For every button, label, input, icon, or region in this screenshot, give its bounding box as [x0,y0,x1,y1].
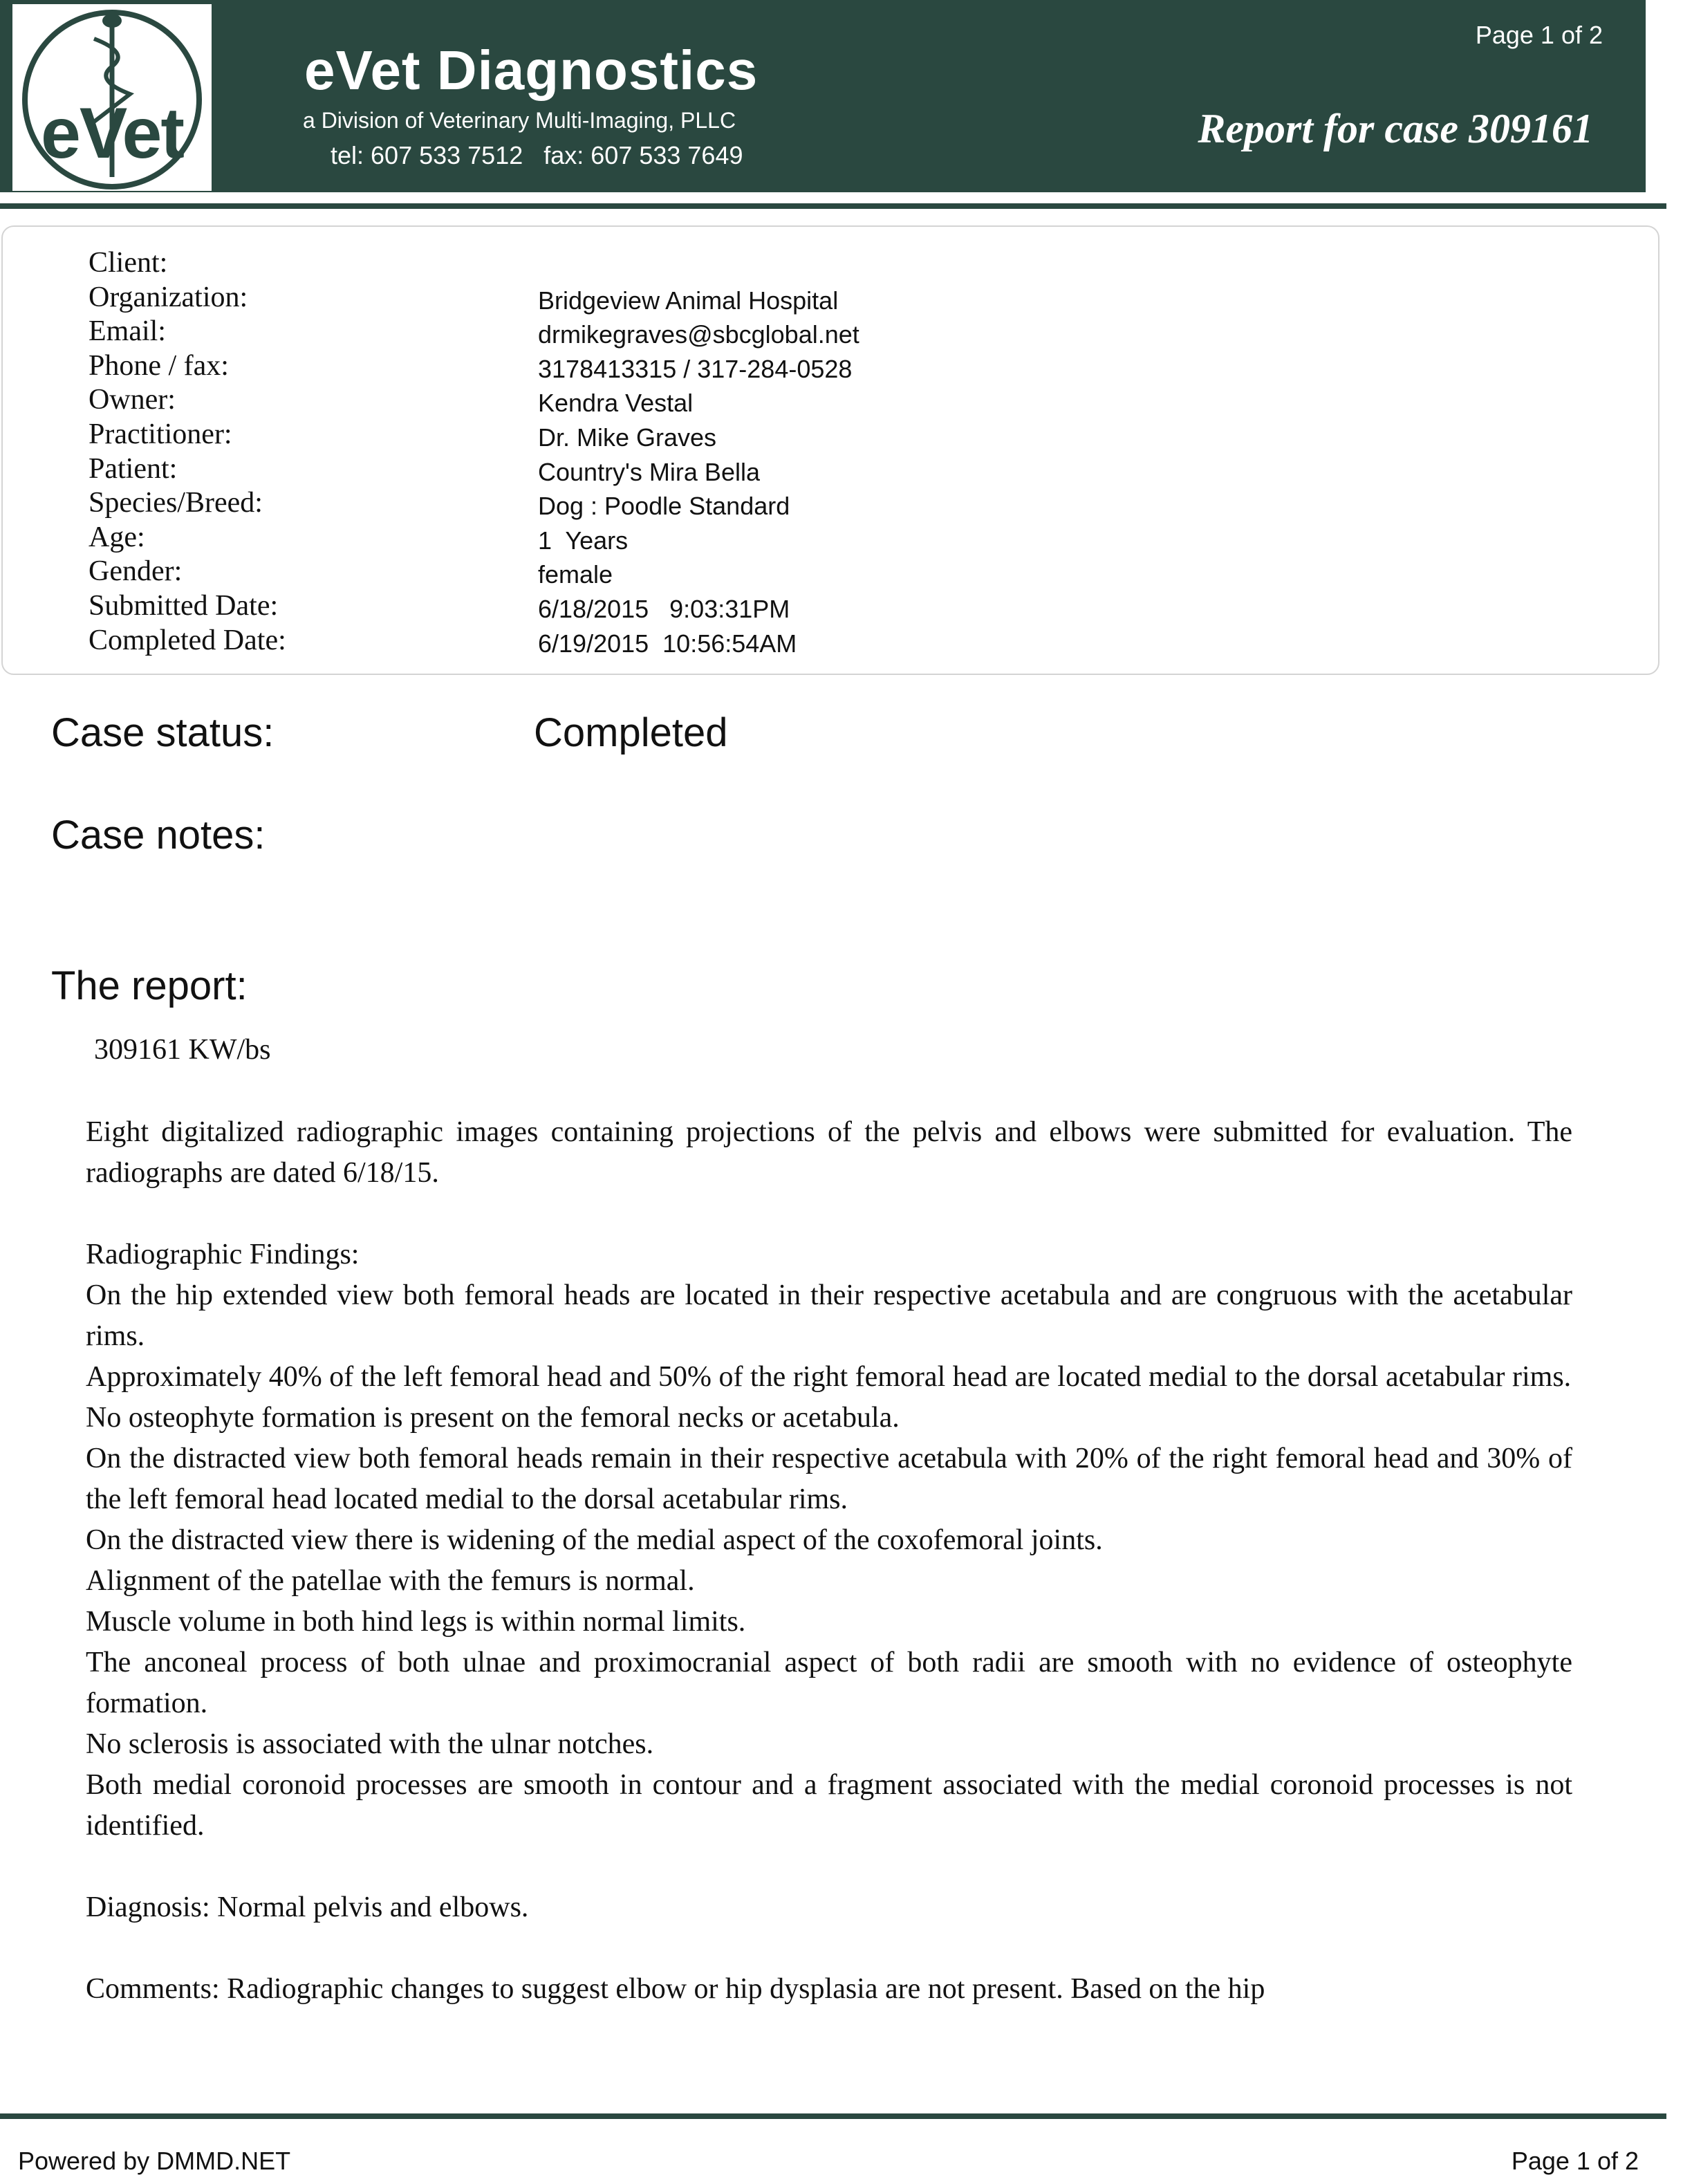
report-paragraph: On the distracted view both femoral heads remain in their respective acetabula with 20% of the right femoral head and 30% of the left femoral head located medial to the dorsal acetabular rims. [86,1443,1572,1515]
report-header [0,0,1646,192]
evet-logo [12,4,212,191]
report-title: Report for case 309161 [1198,106,1593,151]
info-label: Submitted Date: [89,590,279,622]
info-value: 1 Years [538,526,629,555]
info-row [3,246,1655,281]
report-paragraph: Approximately 40% of the left femoral head and 50% of the right femoral head are located medial to the dorsal acetabular rims. [86,1361,1572,1393]
info-label: Owner: [89,384,176,416]
case-notes-label: Case notes: [51,813,266,858]
info-label: Completed Date: [89,624,286,656]
paragraph-gap [86,1847,1572,1887]
info-row [3,624,1655,658]
info-value: 6/19/2015 10:56:54AM [538,629,797,658]
company-contact: tel: 607 533 7512 fax: 607 533 7649 [331,141,743,169]
info-value: Kendra Vestal [538,389,694,418]
report-paragraph: The anconeal process of both ulnae and proximocranial aspect of both radii are smooth with no evidence of osteophyte formation. [86,1647,1572,1719]
page-indicator-bottom: Page 1 of 2 [1511,2147,1639,2175]
powered-by: Powered by DMMD.NET [18,2147,291,2175]
report-paragraph: Alignment of the patellae with the femurs is normal. [86,1565,695,1597]
info-row [3,281,1655,315]
info-value: Dog : Poodle Standard [538,492,790,521]
report-paragraph: Diagnosis: Normal pelvis and elbows. [86,1891,529,1923]
report-paragraph: On the hip extended view both femoral heads are located in their respective acetabula and are congruous with the acetabular rims. [86,1279,1572,1352]
info-value: 3178413315 / 317-284-0528 [538,354,853,383]
info-label: Species/Breed: [89,487,263,519]
report-paragraph: Comments: Radiographic changes to suggest elbow or hip dysplasia are not present. Based on the hip [86,1973,1265,2005]
info-row [3,315,1655,349]
company-division: a Division of Veterinary Multi-Imaging, PLLC [303,108,736,133]
info-row [3,383,1655,418]
info-label: Client: [89,247,168,279]
report-paragraph: Both medial coronoid processes are smooth in contour and a fragment associated with the medial coronoid processes is not identified. [86,1769,1572,1842]
info-value: female [538,560,613,589]
info-value: drmikegraves@sbcglobal.net [538,320,859,349]
info-value: Country's Mira Bella [538,457,760,486]
paragraph-gap [86,1194,1572,1234]
info-label: Practitioner: [89,418,232,450]
info-value: Bridgeview Animal Hospital [538,286,839,315]
info-label: Age: [89,521,145,553]
case-info-box [1,225,1659,675]
report-paragraph: No osteophyte formation is present on the femoral necks or acetabula. [86,1402,900,1434]
info-label: Phone / fax: [89,349,229,382]
report-paragraph: Muscle volume in both hind legs is within normal limits. [86,1606,746,1638]
info-row [3,521,1655,555]
info-row [3,452,1655,487]
info-row [3,349,1655,384]
info-value: Dr. Mike Graves [538,423,717,452]
case-status-value: Completed [534,710,728,755]
info-label: Email: [89,315,166,348]
company-name: eVet Diagnostics [304,39,759,101]
report-paragraph: On the distracted view there is widening of the medial aspect of the coxofemoral joints. [86,1524,1103,1556]
info-label: Organization: [89,281,248,313]
report-paragraph: Radiographic Findings: [86,1239,360,1270]
header-divider [0,203,1666,209]
info-label: Patient: [89,452,178,485]
report-label: The report: [51,963,248,1008]
report-paragraph: No sclerosis is associated with the ulnar notches. [86,1728,654,1760]
report-paragraph: Eight digitalized radiographic images containing projections of the pelvis and elbows were submitted for evaluation. The radiographs are dated 6/18/15. [86,1116,1572,1189]
info-row [3,486,1655,521]
page-indicator-top: Page 1 of 2 [1475,21,1603,49]
footer-divider [0,2113,1666,2119]
logo-text: eVet [41,93,183,174]
report-body [86,1112,1572,2010]
paragraph-gap [86,1928,1572,1969]
report-case-id: 309161 KW/bs [94,1034,271,1066]
info-row [3,555,1655,589]
info-row [3,589,1655,624]
case-status-label: Case status: [51,710,275,755]
info-value: 6/18/2015 9:03:31PM [538,595,790,623]
info-label: Gender: [89,555,183,588]
info-row [3,418,1655,452]
